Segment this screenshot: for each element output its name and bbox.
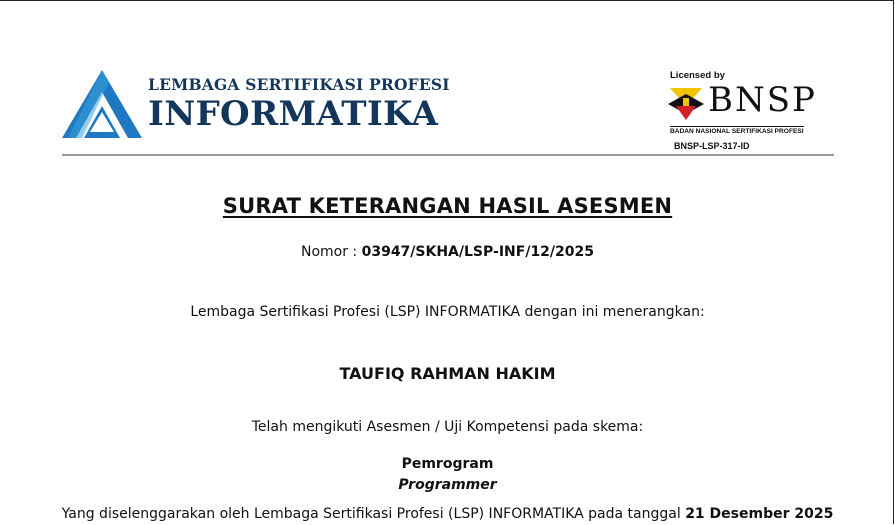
nomor-value: 03947/SKHA/LSP-INF/12/2025 (361, 244, 595, 260)
org-name-big: INFORMATIKA (148, 94, 439, 134)
intro-statement: Lembaga Sertifikasi Profesi (LSP) INFORMATIKA dengan ini menerangkan: (190, 304, 705, 320)
bnsp-logo (668, 70, 834, 154)
lsp-informatika-logo (62, 66, 450, 140)
held-date: 21 Desember 2025 (685, 506, 834, 522)
document-number (0, 244, 895, 260)
bnsp-license-id: BNSP-LSP-317-ID (674, 141, 750, 151)
document-title: SURAT KETERANGAN HASIL ASESMEN (222, 194, 673, 218)
header-divider (62, 154, 834, 156)
assessment-statement: Telah mengikuti Asesmen / Uji Kompetensi pada skema: (251, 419, 644, 435)
scheme-name-english: Programmer (398, 477, 497, 493)
letterhead (62, 64, 834, 154)
scheme-name: Pemrogram (401, 456, 494, 472)
lsp-triangle-icon (62, 68, 142, 138)
held-prefix: Yang diselenggarakan oleh Lembaga Sertifikasi Profesi (LSP) INFORMATIKA pada tanggal (61, 506, 686, 522)
garuda-emblem-icon (668, 84, 704, 122)
nomor-label: Nomor : (300, 244, 362, 260)
licensed-by-label: Licensed by (670, 70, 725, 81)
recipient-name: TAUFIQ RAHMAN HAKIM (339, 364, 556, 383)
org-name-small: LEMBAGA SERTIFIKASI PROFESI (148, 75, 450, 94)
held-statement (0, 506, 895, 522)
bnsp-full-name: BADAN NASIONAL SERTIFIKASI PROFESI (670, 128, 804, 135)
bnsp-wordmark: BNSP (708, 80, 817, 120)
